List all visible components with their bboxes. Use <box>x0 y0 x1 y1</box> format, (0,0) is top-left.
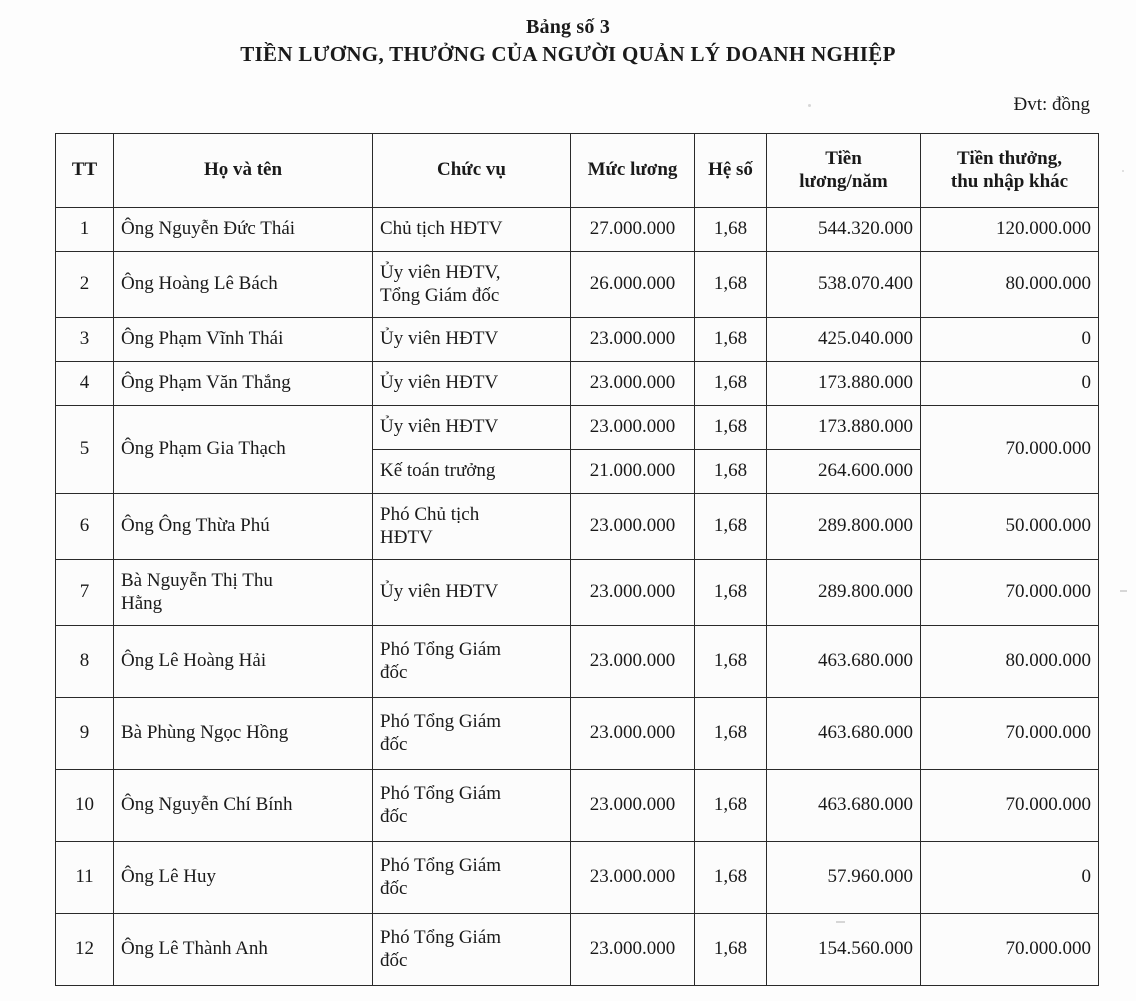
cell-coefficient: 1,68 <box>695 362 767 406</box>
table-row <box>56 698 1099 770</box>
cell-tt: 5 <box>56 406 114 494</box>
cell-position-line1: Phó Tổng Giám <box>380 639 502 661</box>
cell-wage-level: 23.000.000 <box>571 318 695 362</box>
cell-position <box>373 770 571 842</box>
header-coefficient: Hệ số <box>695 134 767 208</box>
cell-position: Chủ tịch HĐTV <box>373 208 571 252</box>
table-row <box>56 208 1099 252</box>
cell-annual-salary: 173.880.000 <box>767 406 921 450</box>
cell-coefficient: 1,68 <box>695 698 767 770</box>
cell-tt: 4 <box>56 362 114 406</box>
cell-position-line2: HĐTV <box>380 526 433 548</box>
cell-tt: 11 <box>56 842 114 914</box>
cell-annual-salary: 538.070.400 <box>767 252 921 318</box>
cell-position-line1: Phó Chủ tịch <box>380 504 480 526</box>
cell-bonus: 0 <box>921 842 1099 914</box>
cell-position <box>373 626 571 698</box>
cell-bonus: 70.000.000 <box>921 914 1099 986</box>
cell-position-line1: Ủy viên HĐTV, <box>380 262 501 284</box>
cell-name: Ông Phạm Văn Thắng <box>114 362 373 406</box>
cell-position <box>373 494 571 560</box>
header-bonus-line2: thu nhập khác <box>950 170 1069 192</box>
cell-position: Ủy viên HĐTV <box>373 362 571 406</box>
header-position: Chức vụ <box>373 134 571 208</box>
cell-name: Ông Hoàng Lê Bách <box>114 252 373 318</box>
header-bonus-line1: Tiền thưởng, <box>957 148 1062 170</box>
cell-position: Ủy viên HĐTV <box>373 406 571 450</box>
cell-tt: 10 <box>56 770 114 842</box>
cell-coefficient: 1,68 <box>695 252 767 318</box>
header-bonus <box>921 134 1099 208</box>
cell-wage-level: 27.000.000 <box>571 208 695 252</box>
cell-name: Ông Ông Thừa Phú <box>114 494 373 560</box>
salary-table <box>55 133 1099 986</box>
cell-wage-level: 23.000.000 <box>571 560 695 626</box>
cell-tt: 6 <box>56 494 114 560</box>
cell-annual-salary: 173.880.000 <box>767 362 921 406</box>
cell-position <box>373 842 571 914</box>
table-number-title: Bảng số 3 <box>525 16 611 38</box>
cell-annual-salary: 154.560.000 <box>767 914 921 986</box>
table-row <box>56 362 1099 406</box>
cell-tt: 1 <box>56 208 114 252</box>
cell-position <box>373 914 571 986</box>
cell-position: Ủy viên HĐTV <box>373 560 571 626</box>
scan-artifact <box>1122 170 1124 172</box>
scan-artifact <box>1120 590 1127 592</box>
cell-name: Ông Phạm Gia Thạch <box>114 406 373 494</box>
cell-name: Ông Lê Thành Anh <box>114 914 373 986</box>
cell-coefficient: 1,68 <box>695 770 767 842</box>
cell-annual-salary: 289.800.000 <box>767 494 921 560</box>
cell-position-line2: đốc <box>380 805 408 827</box>
cell-name: Ông Nguyễn Đức Thái <box>114 208 373 252</box>
scan-artifact <box>836 921 845 923</box>
cell-coefficient: 1,68 <box>695 318 767 362</box>
cell-wage-level: 23.000.000 <box>571 698 695 770</box>
cell-annual-salary: 544.320.000 <box>767 208 921 252</box>
cell-position-line1: Phó Tổng Giám <box>380 783 502 805</box>
cell-annual-salary: 463.680.000 <box>767 770 921 842</box>
cell-position-line2: đốc <box>380 733 408 755</box>
cell-annual-salary: 425.040.000 <box>767 318 921 362</box>
cell-wage-level: 23.000.000 <box>571 494 695 560</box>
header-tt: TT <box>56 134 114 208</box>
cell-bonus: 70.000.000 <box>921 770 1099 842</box>
cell-coefficient: 1,68 <box>695 494 767 560</box>
table-row <box>56 914 1099 986</box>
cell-annual-salary: 264.600.000 <box>767 450 921 494</box>
cell-name: Ông Lê Hoàng Hải <box>114 626 373 698</box>
cell-wage-level: 23.000.000 <box>571 626 695 698</box>
cell-bonus: 50.000.000 <box>921 494 1099 560</box>
cell-bonus: 120.000.000 <box>921 208 1099 252</box>
cell-coefficient: 1,68 <box>695 914 767 986</box>
cell-wage-level: 23.000.000 <box>571 914 695 986</box>
cell-coefficient: 1,68 <box>695 208 767 252</box>
cell-bonus: 70.000.000 <box>921 406 1099 494</box>
unit-note: Đvt: đồng <box>1013 94 1090 115</box>
cell-position-line2: đốc <box>380 949 408 971</box>
cell-annual-salary: 463.680.000 <box>767 626 921 698</box>
header-name: Họ và tên <box>114 134 373 208</box>
header-annual-salary-line2: lương/năm <box>799 170 888 192</box>
cell-bonus: 70.000.000 <box>921 560 1099 626</box>
cell-coefficient: 1,68 <box>695 406 767 450</box>
cell-bonus: 80.000.000 <box>921 626 1099 698</box>
cell-wage-level: 23.000.000 <box>571 406 695 450</box>
cell-annual-salary: 463.680.000 <box>767 698 921 770</box>
cell-tt: 12 <box>56 914 114 986</box>
page-title: TIỀN LƯƠNG, THƯỞNG CỦA NGƯỜI QUẢN LÝ DOANH NGHIỆP <box>240 42 896 66</box>
cell-position: Kế toán trưởng <box>373 450 571 494</box>
table-row <box>56 560 1099 626</box>
document-title-block <box>0 14 1136 68</box>
salary-table-container <box>55 133 1098 986</box>
cell-name: Ông Phạm Vĩnh Thái <box>114 318 373 362</box>
table-row <box>56 318 1099 362</box>
cell-name: Ông Lê Huy <box>114 842 373 914</box>
cell-bonus: 70.000.000 <box>921 698 1099 770</box>
cell-name-line1: Bà Nguyễn Thị Thu <box>121 570 273 592</box>
cell-name <box>114 560 373 626</box>
cell-coefficient: 1,68 <box>695 450 767 494</box>
cell-wage-level: 23.000.000 <box>571 770 695 842</box>
cell-tt: 2 <box>56 252 114 318</box>
cell-position-line1: Phó Tổng Giám <box>380 711 502 733</box>
cell-coefficient: 1,68 <box>695 560 767 626</box>
header-annual-salary <box>767 134 921 208</box>
cell-name-line2: Hằng <box>121 592 163 614</box>
cell-annual-salary: 57.960.000 <box>767 842 921 914</box>
table-row <box>56 770 1099 842</box>
table-row <box>56 494 1099 560</box>
cell-name: Bà Phùng Ngọc Hồng <box>114 698 373 770</box>
cell-tt: 3 <box>56 318 114 362</box>
cell-position-line2: Tổng Giám đốc <box>380 284 500 306</box>
cell-annual-salary: 289.800.000 <box>767 560 921 626</box>
cell-wage-level: 23.000.000 <box>571 842 695 914</box>
cell-tt: 7 <box>56 560 114 626</box>
cell-position <box>373 252 571 318</box>
cell-position: Ủy viên HĐTV <box>373 318 571 362</box>
cell-coefficient: 1,68 <box>695 626 767 698</box>
cell-wage-level: 26.000.000 <box>571 252 695 318</box>
table-header-row <box>56 134 1099 208</box>
table-row <box>56 406 1099 450</box>
cell-position-line2: đốc <box>380 877 408 899</box>
cell-position-line2: đốc <box>380 661 408 683</box>
cell-position <box>373 698 571 770</box>
cell-wage-level: 23.000.000 <box>571 362 695 406</box>
cell-tt: 8 <box>56 626 114 698</box>
table-row <box>56 252 1099 318</box>
scan-artifact <box>808 104 811 107</box>
cell-coefficient: 1,68 <box>695 842 767 914</box>
table-row <box>56 626 1099 698</box>
cell-name: Ông Nguyễn Chí Bính <box>114 770 373 842</box>
cell-position-line1: Phó Tổng Giám <box>380 927 502 949</box>
cell-position-line1: Phó Tổng Giám <box>380 855 502 877</box>
header-wage-level: Mức lương <box>571 134 695 208</box>
cell-bonus: 0 <box>921 318 1099 362</box>
cell-tt: 9 <box>56 698 114 770</box>
cell-bonus: 80.000.000 <box>921 252 1099 318</box>
table-row <box>56 842 1099 914</box>
header-annual-salary-line1: Tiền <box>825 148 862 170</box>
cell-bonus: 0 <box>921 362 1099 406</box>
cell-wage-level: 21.000.000 <box>571 450 695 494</box>
